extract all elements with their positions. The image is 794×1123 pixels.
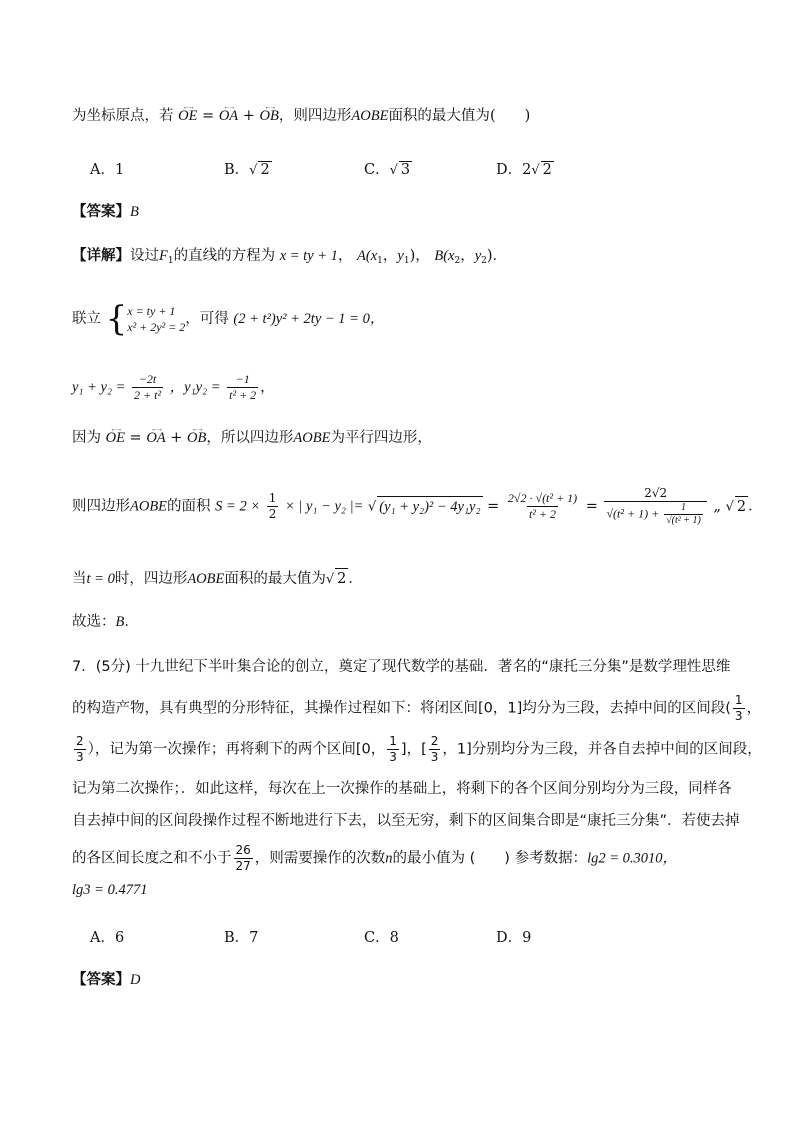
choose-text: 故选： (72, 614, 116, 630)
subscript: 1 (167, 256, 174, 266)
quad-name: AOBE (187, 571, 225, 587)
q6-answer (72, 202, 139, 222)
sqrt-sign: √ (249, 163, 258, 178)
option-value: 2 (542, 162, 552, 178)
t-zero: t = 0 (86, 571, 115, 587)
option-value: 6 (114, 930, 125, 946)
sqrt-sign: √ (389, 163, 398, 178)
choose-value: B (115, 614, 125, 630)
stem-text: ，则四边形 (278, 108, 352, 124)
ref-lg2: lg2 = 0.3010， (587, 850, 678, 867)
q6-choose: 故选：B． (72, 614, 139, 630)
q7-option-d (496, 926, 531, 947)
option-value: 9 (522, 930, 532, 946)
vector-ob: ←→ OB (260, 106, 279, 126)
detail-text: 的面积 (167, 498, 211, 515)
option-value: 7 (249, 930, 259, 946)
detail-tag: 【详解】 (72, 248, 130, 264)
point-a: A(x (357, 248, 378, 264)
stem-text: 为坐标原点，若 (72, 108, 174, 124)
stem-text: 面积的最大值为 (388, 108, 490, 124)
answer-tag: 【答案】 (72, 204, 130, 220)
point-b: B(x (434, 248, 455, 264)
detail-text: 当 (72, 571, 87, 587)
sqrt-two: 2 (335, 568, 348, 589)
q6-detail-3: y₁ + y₂ = $\frac{-2t}{\text{2 + t²}}$ ，y₁y₂ = $\frac{-1}{\text{t² + 2}}$ ， (72, 372, 275, 402)
detail-text: 面积的最大值为 (224, 571, 326, 587)
vieta-sum-lhs: y₁ + y₂ = (72, 379, 126, 396)
system-eq-2: x² + 2y² = 2 (127, 320, 186, 334)
detail-text: 则四边形 (72, 498, 130, 515)
option-label: A． (90, 162, 115, 178)
sqrt-sign: √ (531, 163, 540, 178)
area-frac-1: $\frac{\text{2√2 · √(t² + 1)}}{\text{t² + 2}}$ (507, 491, 578, 521)
detail-text: ，可得 (185, 311, 229, 327)
option-label: C． (364, 930, 390, 946)
leq-sign: „ (713, 498, 721, 515)
option-value: 1 (114, 162, 125, 178)
option-label: D． (496, 162, 523, 178)
frac-26-27: $\frac{26}{27}$ (235, 843, 251, 873)
line-equation: x = ty + 1 (279, 248, 338, 264)
option-label: B． (224, 930, 250, 946)
option-label: B． (224, 162, 250, 178)
frac-one-third: $\frac{1}{3}$ (389, 734, 397, 764)
q7-line-2: 的构造产物，具有典型的分形特征，其操作过程如下：将闭区间[0，1]均分为三段，去掉中间的区间段( $\frac{1}{3}$ ， (72, 693, 762, 723)
vieta-prod-lhs: ，y₁y₂ = (169, 379, 221, 396)
vector-oe: ←→ OE (106, 428, 125, 448)
frac-two-thirds: $\frac{2}{3}$ (76, 734, 84, 764)
frac-two-thirds: $\frac{2}{3}$ (430, 734, 439, 764)
frac-one-third: $\frac{1}{3}$ (734, 693, 743, 723)
equation-system: { x = ty + 1 x² + 2y² = 2 (105, 299, 186, 339)
area-s: S = 2 × (215, 498, 261, 515)
q7-answer (72, 970, 140, 990)
detail-text: 时，四边形 (114, 571, 188, 587)
detail-text: 的直线的方程为 (173, 248, 276, 264)
q6-option-a (90, 158, 124, 179)
option-value: 2 (260, 162, 270, 178)
q6-stem: 为坐标原点，若 ←→ OE = ←→ OA + ←→ OB，则四边形AOBE面积的最大值为( ) (72, 106, 530, 126)
detail-text: 为平行四边形， (330, 430, 432, 446)
detail-text: 因为 (72, 430, 101, 446)
option-label: D． (496, 930, 523, 946)
detail-text: 联立 (72, 311, 101, 327)
system-eq-1: x = ty + 1 (127, 304, 176, 318)
answer-value: B (130, 204, 139, 220)
q7-line-5: 自去掉中间的区间段操作过程不断地进行下去，以至无穷，剩下的区间集合即是“康托三分集”．若使去掉 (72, 813, 740, 829)
answer-value: D (130, 972, 141, 988)
vieta-prod-frac: $\frac{-1}{\text{t² + 2}}$ (229, 372, 257, 402)
focus-f: F (159, 248, 168, 264)
detail-text: ，所以四边形 (206, 430, 294, 446)
detail-text: 设过 (130, 248, 159, 264)
vector-oe: ←→ OE (178, 106, 197, 126)
q6-detail-4: 因为 ←→ OE = ←→ OA + ←→ OB，所以四边形AOBE为平行四边形， (72, 428, 432, 448)
option-label: C． (364, 162, 390, 178)
q6-detail-1: 【详解】设过$F_1$的直线的方程为 x = ty + 1， $A(x_1$，$y_1$)， $B(x_2$，$y_2$)． (72, 248, 508, 266)
sqrt-two: 2 (735, 496, 748, 517)
q7-option-c (364, 926, 399, 947)
q7-line-4: 记为第二次操作；．如此这样，每次在上一次操作的基础上，将剩下的各个区间分别均分为三段，同样各 (72, 781, 732, 797)
quad-name: AOBE (293, 430, 331, 446)
q6-detail-5: 则四边形AOBE的面积 S = 2 × $\frac{1}{2}$ × | y₁ − y₂ |= √ (y₁ + y₂)² − 4y₁y₂ = $\frac{\text{2√2 · √(t² + 1)}}{\text{t² + 2}}$ = 2√2 √(t² + 1) + $\frac{1}{\text{√(t² + 1)}}$ „ √ 2 ． (72, 486, 763, 526)
q7-line-3: $\frac{2}{3}$ ），记为第一次操作；再将剩下的两个区间[0， $\frac{1}{3}$ ]，[ $\frac{2}{3}$ ，1]分别均分为三段，并各自去掉中间的区间段， (76, 734, 762, 764)
option-label: A． (90, 930, 115, 946)
q6-option-d (496, 158, 554, 179)
vector-ob: ←→ OB (187, 428, 206, 448)
vieta-sum-frac: $\frac{-2t}{\text{2 + t²}}$ (134, 372, 162, 402)
q6-option-c (364, 158, 412, 179)
quad-name: AOBE (130, 498, 168, 515)
q7-line-1: 7．(5分) 十九世纪下半叶集合论的创立，奠定了现代数学的基础．著名的“康托三分集”是数学理性思维 (72, 659, 731, 675)
answer-paren: ( ) (489, 108, 531, 124)
vector-oa: ←→ OA (219, 106, 238, 126)
q6-detail-2 (72, 299, 385, 339)
area-frac-2: 2√2 √(t² + 1) + $\frac{1}{\text{√(t² + 1)}}$ (604, 486, 706, 527)
option-value: 8 (389, 930, 399, 946)
q7-line-6: 的各区间长度之和不小于 $\frac{26}{27}$ ，则需要操作的次数n的最小值为 ( ) 参考数据：lg2 = 0.3010， (72, 843, 678, 873)
quadratic-equation: (2 + t²)y² + 2ty − 1 = 0， (233, 311, 385, 327)
vector-oa: ←→ OA (146, 428, 165, 448)
var-n: n (385, 850, 393, 867)
q7-option-a (90, 926, 124, 947)
area-radicand: (y₁ + y₂)² − 4y₁y₂ (377, 496, 482, 517)
option-coef: 2 (522, 162, 532, 178)
option-value: 3 (400, 162, 411, 178)
area-mid: × | y₁ − y₂ |= (284, 498, 364, 515)
comma: ， (337, 248, 353, 264)
q6-option-b (224, 158, 272, 179)
half-frac: $\frac{1}{2}$ (268, 491, 277, 521)
q6-detail-6: 当t = 0时，四边形AOBE面积的最大值为√ 2 ． (72, 568, 363, 590)
q7-lg3: lg3 = 0.4771 (72, 882, 148, 898)
quad-name: AOBE (351, 108, 389, 124)
answer-tag: 【答案】 (72, 972, 130, 988)
q7-option-b (224, 926, 258, 947)
